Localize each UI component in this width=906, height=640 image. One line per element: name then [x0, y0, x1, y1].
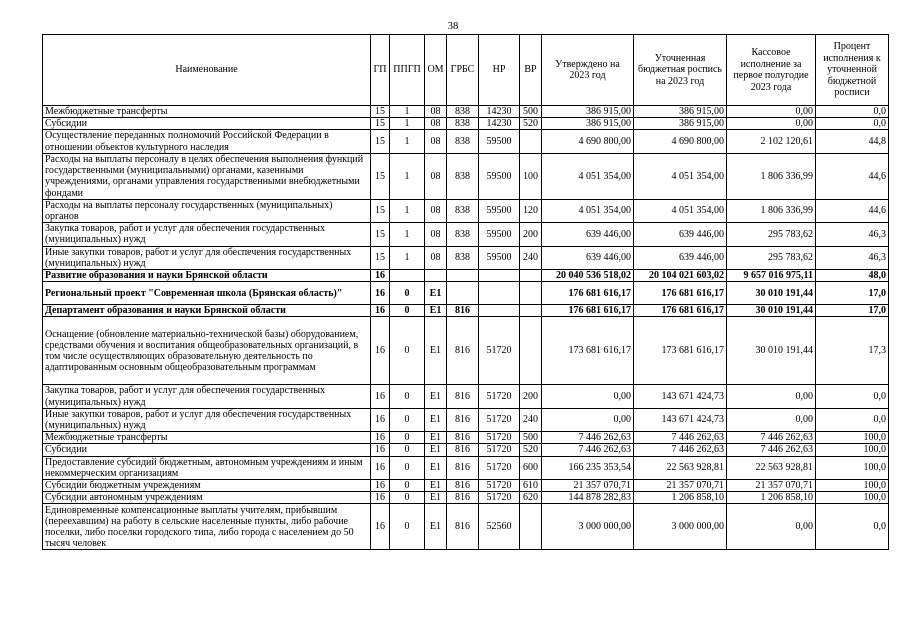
- table-row: [43, 153, 889, 199]
- row-cash: 295 783,62: [727, 223, 816, 246]
- row-vr: 100: [520, 153, 542, 199]
- row-approved: 639 446,00: [542, 223, 634, 246]
- row-om: [425, 270, 447, 282]
- row-gp: 16: [371, 492, 390, 504]
- row-grbs: 816: [447, 317, 479, 385]
- header-refined: Уточненная бюджетная роспись на 2023 год: [634, 35, 727, 106]
- row-nr: 51720: [479, 492, 520, 504]
- row-approved: 7 446 262,63: [542, 432, 634, 444]
- row-approved: 7 446 262,63: [542, 444, 634, 456]
- row-gp: 15: [371, 118, 390, 130]
- table-row: [43, 130, 889, 153]
- table-row: [43, 432, 889, 444]
- row-vr: 200: [520, 223, 542, 246]
- row-approved: 176 681 616,17: [542, 282, 634, 305]
- row-ppgp: 0: [390, 305, 425, 317]
- row-nr: 59500: [479, 223, 520, 246]
- table-header-row: [43, 35, 889, 106]
- row-cash: 1 806 336,99: [727, 153, 816, 199]
- row-nr: 59500: [479, 130, 520, 153]
- row-percent: 17,0: [816, 305, 889, 317]
- budget-execution-table: [42, 34, 889, 550]
- row-ppgp: 0: [390, 504, 425, 550]
- row-grbs: 816: [447, 305, 479, 317]
- row-vr: [520, 317, 542, 385]
- row-nr: 51720: [479, 444, 520, 456]
- row-gp: 16: [371, 504, 390, 550]
- row-cash: 21 357 070,71: [727, 480, 816, 492]
- row-ppgp: 1: [390, 199, 425, 222]
- row-ppgp: 0: [390, 432, 425, 444]
- row-gp: 15: [371, 246, 390, 269]
- row-approved: 166 235 353,54: [542, 456, 634, 479]
- row-percent: 17,0: [816, 282, 889, 305]
- row-grbs: 838: [447, 106, 479, 118]
- table-row: [43, 456, 889, 479]
- table-row: [43, 385, 889, 408]
- row-approved: 4 051 354,00: [542, 153, 634, 199]
- row-name: Субсидии автономным учреждениям: [43, 492, 371, 504]
- row-percent: 44,6: [816, 199, 889, 222]
- row-percent: 46,3: [816, 246, 889, 269]
- row-om: E1: [425, 480, 447, 492]
- row-percent: 100,0: [816, 432, 889, 444]
- row-vr: 120: [520, 199, 542, 222]
- row-ppgp: 0: [390, 444, 425, 456]
- table-row: [43, 492, 889, 504]
- header-om: ОМ: [425, 35, 447, 106]
- row-name: Иные закупки товаров, работ и услуг для обеспечения государственных (муниципальных) нужд: [43, 246, 371, 269]
- row-ppgp: 0: [390, 408, 425, 431]
- table-row: [43, 246, 889, 269]
- row-gp: 15: [371, 130, 390, 153]
- row-name: Единовременные компенсационные выплаты учителям, прибывшим (переехавшим) на работу в сельские населенные пункты, либо рабочие поселки, либо поселки городского типа, либо города с населением до 50 тысяч человек: [43, 504, 371, 550]
- row-name: Расходы на выплаты персоналу государственных (муниципальных) органов: [43, 199, 371, 222]
- row-cash: 30 010 191,44: [727, 282, 816, 305]
- row-ppgp: 1: [390, 223, 425, 246]
- row-percent: 44,8: [816, 130, 889, 153]
- row-nr: 52560: [479, 504, 520, 550]
- row-grbs: 816: [447, 444, 479, 456]
- row-name: Межбюджетные трансферты: [43, 432, 371, 444]
- page-number: 38: [447, 21, 459, 32]
- row-name: Закупка товаров, работ и услуг для обеспечения государственных (муниципальных) нужд: [43, 385, 371, 408]
- row-ppgp: 0: [390, 456, 425, 479]
- row-gp: 16: [371, 282, 390, 305]
- row-grbs: 838: [447, 118, 479, 130]
- row-vr: 610: [520, 480, 542, 492]
- row-percent: 100,0: [816, 480, 889, 492]
- row-percent: 100,0: [816, 492, 889, 504]
- row-grbs: 838: [447, 199, 479, 222]
- row-gp: 16: [371, 444, 390, 456]
- row-vr: 620: [520, 492, 542, 504]
- row-om: E1: [425, 305, 447, 317]
- row-cash: 7 446 262,63: [727, 432, 816, 444]
- row-percent: 0,0: [816, 408, 889, 431]
- row-name: Оснащение (обновление материально-технической базы) оборудованием, средствами обучения и воспитания общеобразовательных организаций, в том числе осуществляющих образовательную деятельность по адаптированным основным общеобразовательным программам: [43, 317, 371, 385]
- row-grbs: 816: [447, 432, 479, 444]
- row-refined: 143 671 424,73: [634, 385, 727, 408]
- row-ppgp: [390, 270, 425, 282]
- row-approved: 386 915,00: [542, 118, 634, 130]
- row-approved: 386 915,00: [542, 106, 634, 118]
- row-approved: 4 690 800,00: [542, 130, 634, 153]
- row-vr: 200: [520, 385, 542, 408]
- row-grbs: 816: [447, 408, 479, 431]
- row-vr: [520, 130, 542, 153]
- row-om: 08: [425, 106, 447, 118]
- row-gp: 15: [371, 199, 390, 222]
- row-om: 08: [425, 246, 447, 269]
- row-nr: [479, 270, 520, 282]
- row-nr: 59500: [479, 199, 520, 222]
- row-refined: 176 681 616,17: [634, 282, 727, 305]
- row-refined: 7 446 262,63: [634, 444, 727, 456]
- row-nr: [479, 282, 520, 305]
- row-gp: 16: [371, 480, 390, 492]
- row-name: Департамент образования и науки Брянской области: [43, 305, 371, 317]
- table-row: [43, 199, 889, 222]
- row-refined: 7 446 262,63: [634, 432, 727, 444]
- table-row: [43, 118, 889, 130]
- row-cash: 295 783,62: [727, 246, 816, 269]
- header-vr: ВР: [520, 35, 542, 106]
- row-refined: 21 357 070,71: [634, 480, 727, 492]
- table-row: [43, 504, 889, 550]
- row-vr: [520, 504, 542, 550]
- header-nr: НР: [479, 35, 520, 106]
- row-nr: 51720: [479, 432, 520, 444]
- row-percent: 0,0: [816, 385, 889, 408]
- table-row: [43, 317, 889, 385]
- header-grbs: ГРБС: [447, 35, 479, 106]
- header-percent: Процент исполнения к уточненной бюджетной росписи: [816, 35, 889, 106]
- row-name: Субсидии: [43, 444, 371, 456]
- row-om: 08: [425, 118, 447, 130]
- row-approved: 173 681 616,17: [542, 317, 634, 385]
- row-grbs: 816: [447, 385, 479, 408]
- row-grbs: [447, 270, 479, 282]
- row-grbs: 816: [447, 456, 479, 479]
- row-ppgp: 1: [390, 118, 425, 130]
- row-cash: 7 446 262,63: [727, 444, 816, 456]
- row-ppgp: 1: [390, 106, 425, 118]
- row-ppgp: 0: [390, 317, 425, 385]
- row-ppgp: 0: [390, 492, 425, 504]
- row-om: E1: [425, 282, 447, 305]
- row-vr: [520, 270, 542, 282]
- table-row: [43, 408, 889, 431]
- row-gp: 16: [371, 305, 390, 317]
- row-name: Иные закупки товаров, работ и услуг для обеспечения государственных (муниципальных) нужд: [43, 408, 371, 431]
- row-refined: 4 051 354,00: [634, 153, 727, 199]
- row-nr: 51720: [479, 317, 520, 385]
- row-refined: 176 681 616,17: [634, 305, 727, 317]
- row-refined: 4 690 800,00: [634, 130, 727, 153]
- row-gp: 16: [371, 408, 390, 431]
- row-approved: 20 040 536 518,02: [542, 270, 634, 282]
- row-nr: 51720: [479, 385, 520, 408]
- row-vr: 600: [520, 456, 542, 479]
- row-refined: 20 104 021 603,02: [634, 270, 727, 282]
- row-ppgp: 0: [390, 282, 425, 305]
- row-gp: 16: [371, 317, 390, 385]
- row-cash: 0,00: [727, 408, 816, 431]
- row-name: Предоставление субсидий бюджетным, автономным учреждениям и иным некоммерческим организациям: [43, 456, 371, 479]
- table-row: [43, 444, 889, 456]
- table-row: [43, 270, 889, 282]
- row-om: 08: [425, 153, 447, 199]
- row-cash: 0,00: [727, 504, 816, 550]
- row-nr: 59500: [479, 153, 520, 199]
- row-percent: 17,3: [816, 317, 889, 385]
- row-percent: 48,0: [816, 270, 889, 282]
- row-name: Субсидии бюджетным учреждениям: [43, 480, 371, 492]
- row-om: E1: [425, 385, 447, 408]
- row-ppgp: 1: [390, 130, 425, 153]
- row-approved: 21 357 070,71: [542, 480, 634, 492]
- row-om: E1: [425, 456, 447, 479]
- row-grbs: 838: [447, 130, 479, 153]
- row-name: Региональный проект "Современная школа (Брянская область)": [43, 282, 371, 305]
- row-vr: [520, 305, 542, 317]
- row-nr: 59500: [479, 246, 520, 269]
- row-percent: 46,3: [816, 223, 889, 246]
- row-percent: 100,0: [816, 444, 889, 456]
- row-ppgp: 0: [390, 385, 425, 408]
- row-percent: 44,6: [816, 153, 889, 199]
- row-refined: 143 671 424,73: [634, 408, 727, 431]
- row-gp: 16: [371, 432, 390, 444]
- row-name: Осуществление переданных полномочий Российской Федерации в отношении объектов культурного наследия: [43, 130, 371, 153]
- row-ppgp: 1: [390, 246, 425, 269]
- row-percent: 100,0: [816, 456, 889, 479]
- row-percent: 0,0: [816, 504, 889, 550]
- row-refined: 3 000 000,00: [634, 504, 727, 550]
- row-approved: 0,00: [542, 408, 634, 431]
- row-cash: 30 010 191,44: [727, 305, 816, 317]
- row-vr: 500: [520, 432, 542, 444]
- header-name: Наименование: [43, 35, 371, 106]
- row-cash: 30 010 191,44: [727, 317, 816, 385]
- row-grbs: 838: [447, 153, 479, 199]
- row-om: 08: [425, 223, 447, 246]
- row-refined: 173 681 616,17: [634, 317, 727, 385]
- row-refined: 639 446,00: [634, 246, 727, 269]
- row-vr: 240: [520, 246, 542, 269]
- row-gp: 15: [371, 153, 390, 199]
- row-grbs: 816: [447, 480, 479, 492]
- row-cash: 1 806 336,99: [727, 199, 816, 222]
- row-vr: 520: [520, 118, 542, 130]
- row-percent: 0,0: [816, 118, 889, 130]
- row-nr: 14230: [479, 106, 520, 118]
- row-name: Развитие образования и науки Брянской области: [43, 270, 371, 282]
- row-refined: 386 915,00: [634, 106, 727, 118]
- row-nr: 51720: [479, 456, 520, 479]
- row-gp: 15: [371, 223, 390, 246]
- row-grbs: 838: [447, 246, 479, 269]
- row-cash: 0,00: [727, 385, 816, 408]
- row-gp: 16: [371, 456, 390, 479]
- table-row: [43, 106, 889, 118]
- row-refined: 1 206 858,10: [634, 492, 727, 504]
- table-row: [43, 480, 889, 492]
- row-name: Закупка товаров, работ и услуг для обеспечения государственных (муниципальных) нужд: [43, 223, 371, 246]
- row-refined: 386 915,00: [634, 118, 727, 130]
- row-gp: 16: [371, 385, 390, 408]
- row-approved: 4 051 354,00: [542, 199, 634, 222]
- row-approved: 639 446,00: [542, 246, 634, 269]
- row-refined: 639 446,00: [634, 223, 727, 246]
- row-om: E1: [425, 504, 447, 550]
- row-om: E1: [425, 408, 447, 431]
- row-nr: [479, 305, 520, 317]
- table-row: [43, 282, 889, 305]
- row-om: E1: [425, 444, 447, 456]
- row-name: Субсидии: [43, 118, 371, 130]
- row-grbs: 816: [447, 492, 479, 504]
- row-vr: 520: [520, 444, 542, 456]
- header-gp: ГП: [371, 35, 390, 106]
- row-cash: 0,00: [727, 106, 816, 118]
- row-grbs: 838: [447, 223, 479, 246]
- row-om: E1: [425, 492, 447, 504]
- row-vr: 500: [520, 106, 542, 118]
- row-refined: 4 051 354,00: [634, 199, 727, 222]
- row-name: Межбюджетные трансферты: [43, 106, 371, 118]
- row-om: E1: [425, 317, 447, 385]
- row-ppgp: 0: [390, 480, 425, 492]
- row-grbs: 816: [447, 504, 479, 550]
- table-row: [43, 305, 889, 317]
- row-approved: 176 681 616,17: [542, 305, 634, 317]
- row-cash: 22 563 928,81: [727, 456, 816, 479]
- header-ppgp: ППГП: [390, 35, 425, 106]
- row-gp: 15: [371, 106, 390, 118]
- row-ppgp: 1: [390, 153, 425, 199]
- row-approved: 144 878 282,83: [542, 492, 634, 504]
- header-cash: Кассовое исполнение за первое полугодие 2023 года: [727, 35, 816, 106]
- row-om: E1: [425, 432, 447, 444]
- row-approved: 0,00: [542, 385, 634, 408]
- row-om: 08: [425, 130, 447, 153]
- row-grbs: [447, 282, 479, 305]
- row-percent: 0,0: [816, 106, 889, 118]
- row-cash: 9 657 016 975,11: [727, 270, 816, 282]
- row-cash: 2 102 120,61: [727, 130, 816, 153]
- row-refined: 22 563 928,81: [634, 456, 727, 479]
- row-name: Расходы на выплаты персоналу в целях обеспечения выполнения функций государственными (муниципальными) органами, казенными учреждениями, органами управления государственными внебюджетными фондами: [43, 153, 371, 199]
- row-approved: 3 000 000,00: [542, 504, 634, 550]
- row-nr: 51720: [479, 480, 520, 492]
- row-gp: 16: [371, 270, 390, 282]
- row-vr: [520, 282, 542, 305]
- row-vr: 240: [520, 408, 542, 431]
- header-approved: Утверждено на 2023 год: [542, 35, 634, 106]
- row-om: 08: [425, 199, 447, 222]
- row-nr: 51720: [479, 408, 520, 431]
- row-cash: 0,00: [727, 118, 816, 130]
- row-cash: 1 206 858,10: [727, 492, 816, 504]
- table-row: [43, 223, 889, 246]
- row-nr: 14230: [479, 118, 520, 130]
